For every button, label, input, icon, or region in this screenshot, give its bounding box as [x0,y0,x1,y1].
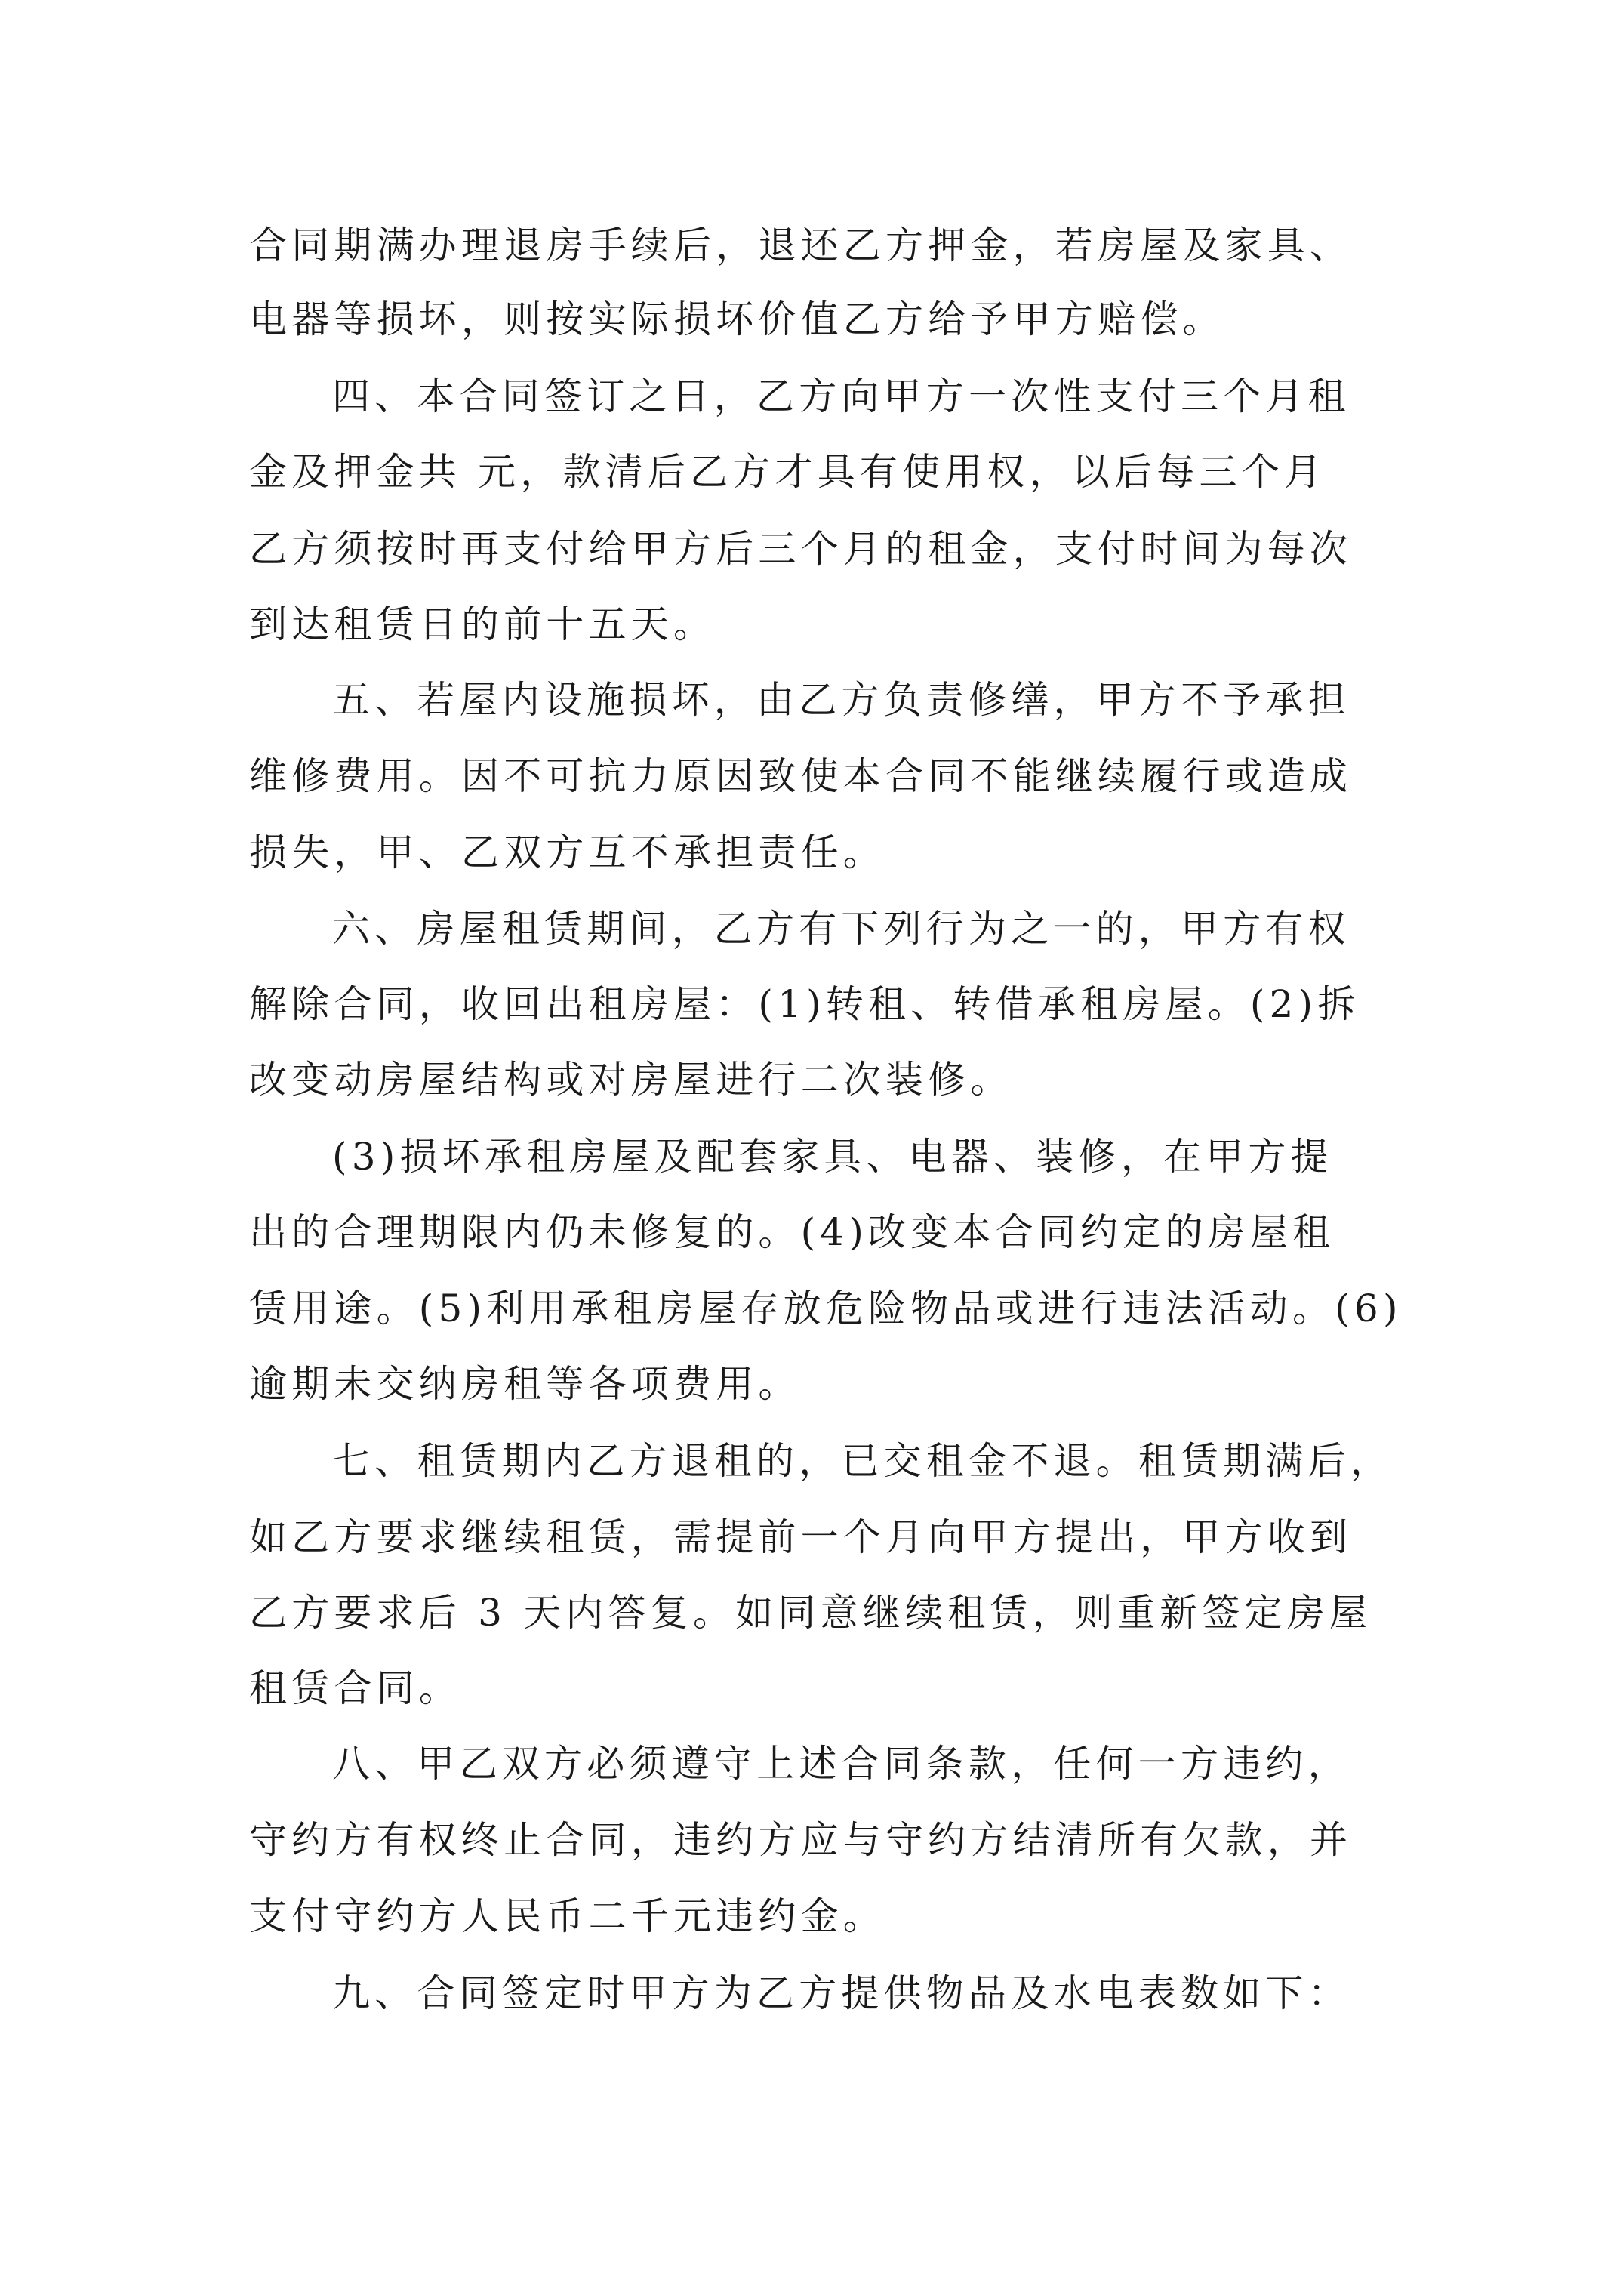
text-line: 守约方有权终止合同，违约方应与守约方结清所有欠款，并 [249,1818,1353,1862]
text-line: 四、本合同签订之日，乙方向甲方一次性支付三个月租 [332,374,1350,418]
text-line: (3)损坏承租房屋及配套家具、电器、装修，在甲方提 [332,1135,1333,1179]
text-line: 出的合理期限内仍未修复的。(4)改变本合同约定的房屋租 [249,1210,1335,1254]
text-line: 改变动房屋结构或对房屋进行二次装修。 [249,1058,1013,1102]
text-line: 六、房屋租赁期间，乙方有下列行为之一的，甲方有权 [332,907,1350,951]
text-line: 赁用途。(5)利用承租房屋存放危险物品或进行违法活动。(6) [249,1287,1403,1330]
text-line: 损失，甲、乙双方互不承担责任。 [249,831,885,874]
text-line: 金及押金共 元，款清后乙方才具有使用权，以后每三个月 [249,450,1327,494]
text-line: 租赁合同。 [249,1666,461,1710]
text-line: 八、甲乙双方必须遵守上述合同条款，任何一方违约， [332,1742,1350,1786]
text-line: 解除合同，收回出租房屋：(1)转租、转借承租房屋。(2)拆 [249,982,1360,1026]
text-line: 维修费用。因不可抗力原因致使本合同不能继续履行或造成 [249,754,1353,798]
text-line: 如乙方要求继续租赁，需提前一个月向甲方提出，甲方收到 [249,1515,1353,1559]
text-line: 合同期满办理退房手续后，退还乙方押金，若房屋及家具、 [249,223,1353,267]
text-line: 支付守约方人民币二千元违约金。 [249,1894,885,1938]
text-line: 乙方要求后 3 天内答复。如同意继续租赁，则重新签定房屋 [249,1591,1372,1635]
text-line: 逾期未交纳房租等各项费用。 [249,1362,801,1406]
text-line: 七、租赁期内乙方退租的，已交租金不退。租赁期满后， [332,1439,1393,1483]
text-line: 电器等损坏，则按实际损坏价值乙方给予甲方赔偿。 [249,297,1225,341]
text-line: 九、合同签定时甲方为乙方提供物品及水电表数如下： [332,1971,1350,2015]
text-line: 五、若屋内设施损坏，由乙方负责修缮，甲方不予承担 [332,678,1350,722]
text-line: 乙方须按时再支付给甲方后三个月的租金，支付时间为每次 [249,527,1353,571]
text-line: 到达租赁日的前十五天。 [249,603,716,646]
